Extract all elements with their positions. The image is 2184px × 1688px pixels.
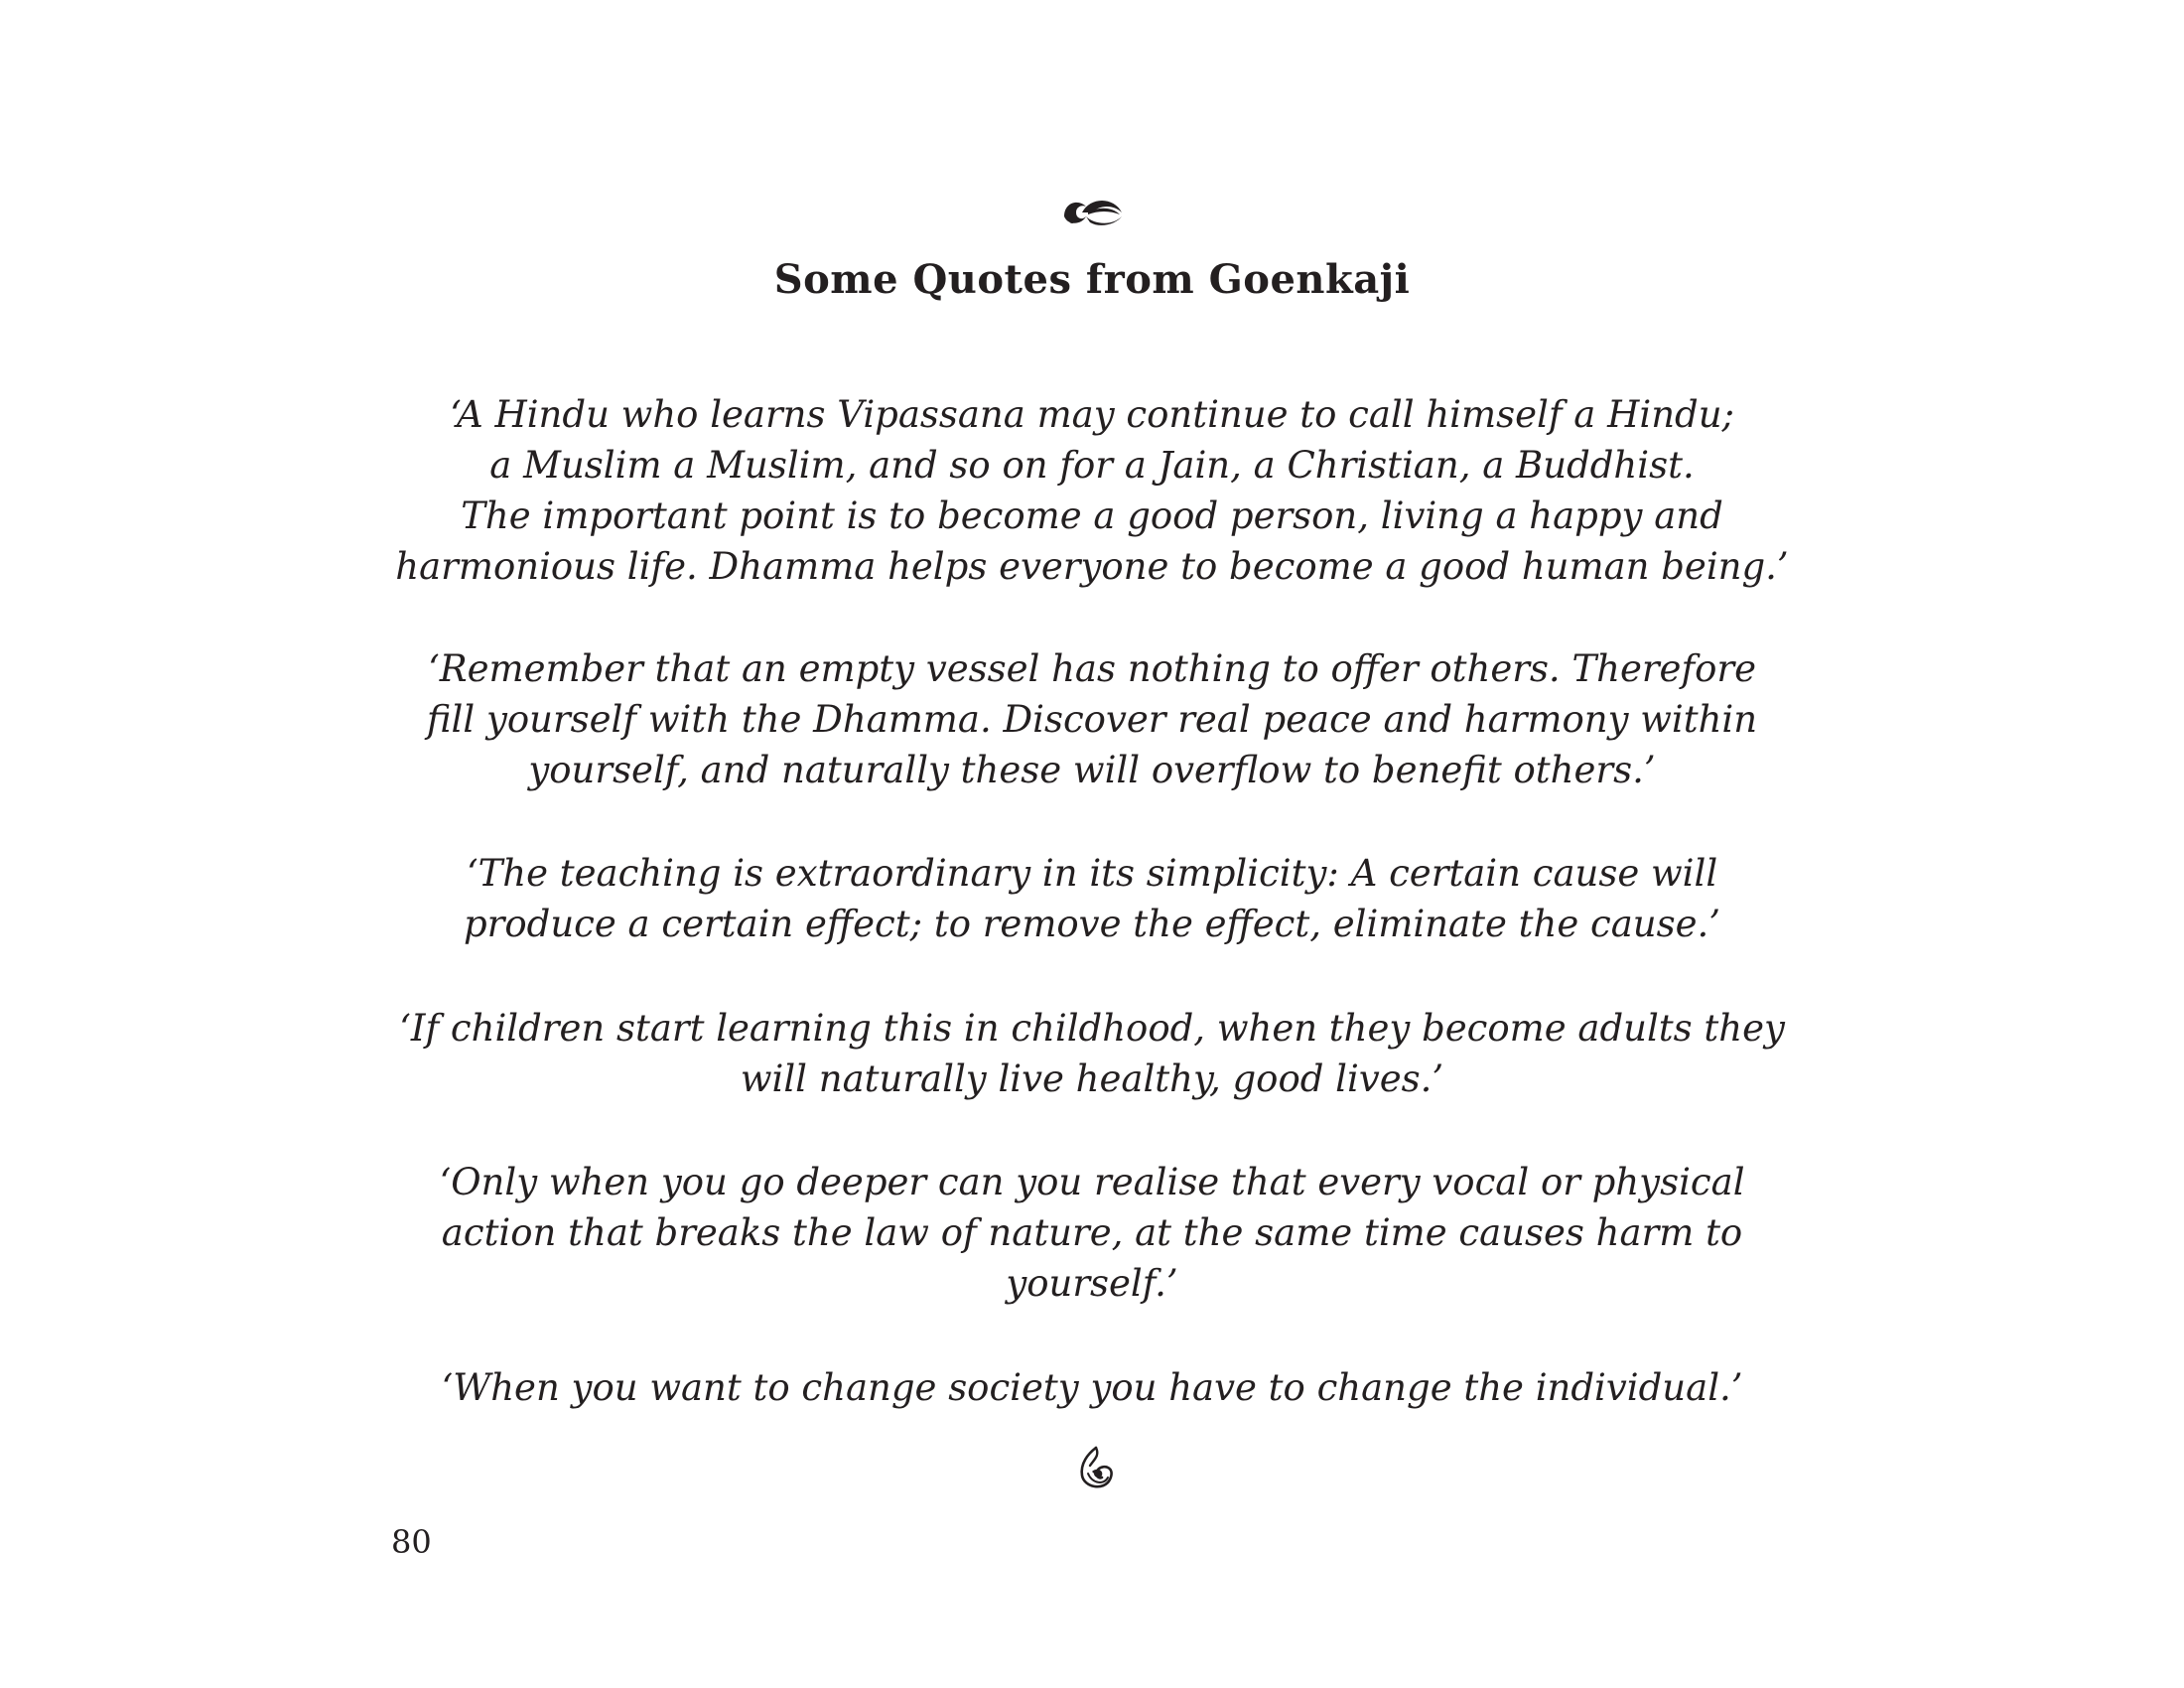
quote-line: ‘The teaching is extraordinary in its simplicity: A certain cause will [466,852,1718,895]
quote-line: yourself, and naturally these will overflow to benefit others.’ [528,749,1656,791]
quote-line: produce a certain effect; to remove the effect, eliminate the cause.’ [463,903,1720,945]
quote-line: ‘Only when you go deeper can you realise that every vocal or physical [439,1161,1745,1203]
quote-line: fill yourself with the Dhamma. Discover real peace and harmony within [426,698,1758,741]
quote-line: ‘When you want to change society you have to change the individual.’ [441,1366,1743,1409]
quote-5 [377,1157,1807,1309]
quote-line: ‘If children start learning this in childhood, when they become adults they [399,1007,1785,1050]
quote-line: The important point is to become a good person, living a happy and [461,494,1723,537]
quote-1 [377,389,1807,592]
quote-line: yourself.’ [1006,1262,1178,1305]
quote-4 [377,1003,1807,1104]
quote-line: action that breaks the law of nature, at the same time causes harm to [441,1211,1743,1254]
quote-line: ‘Remember that an empty vessel has nothing to offer others. Therefore [427,647,1757,690]
quote-2 [377,643,1807,795]
quote-6 [377,1362,1807,1413]
page-number: 80 [391,1523,432,1561]
quote-line: will naturally live healthy, good lives.’ [740,1057,1444,1100]
page-title: Some Quotes from Goenkaji [773,256,1411,303]
leaf-fleuron-icon [1060,195,1126,230]
quote-3 [377,848,1807,949]
flame-fleuron-icon [1074,1444,1118,1493]
quote-line: a Muslim a Muslim, and so on for a Jain, a Christian, a Buddhist. [489,444,1695,487]
quote-line: harmonious life. Dhamma helps everyone to become a good human being.’ [395,545,1789,588]
quote-line: ‘A Hindu who learns Vipassana may continue to call himself a Hindu; [449,393,1735,436]
